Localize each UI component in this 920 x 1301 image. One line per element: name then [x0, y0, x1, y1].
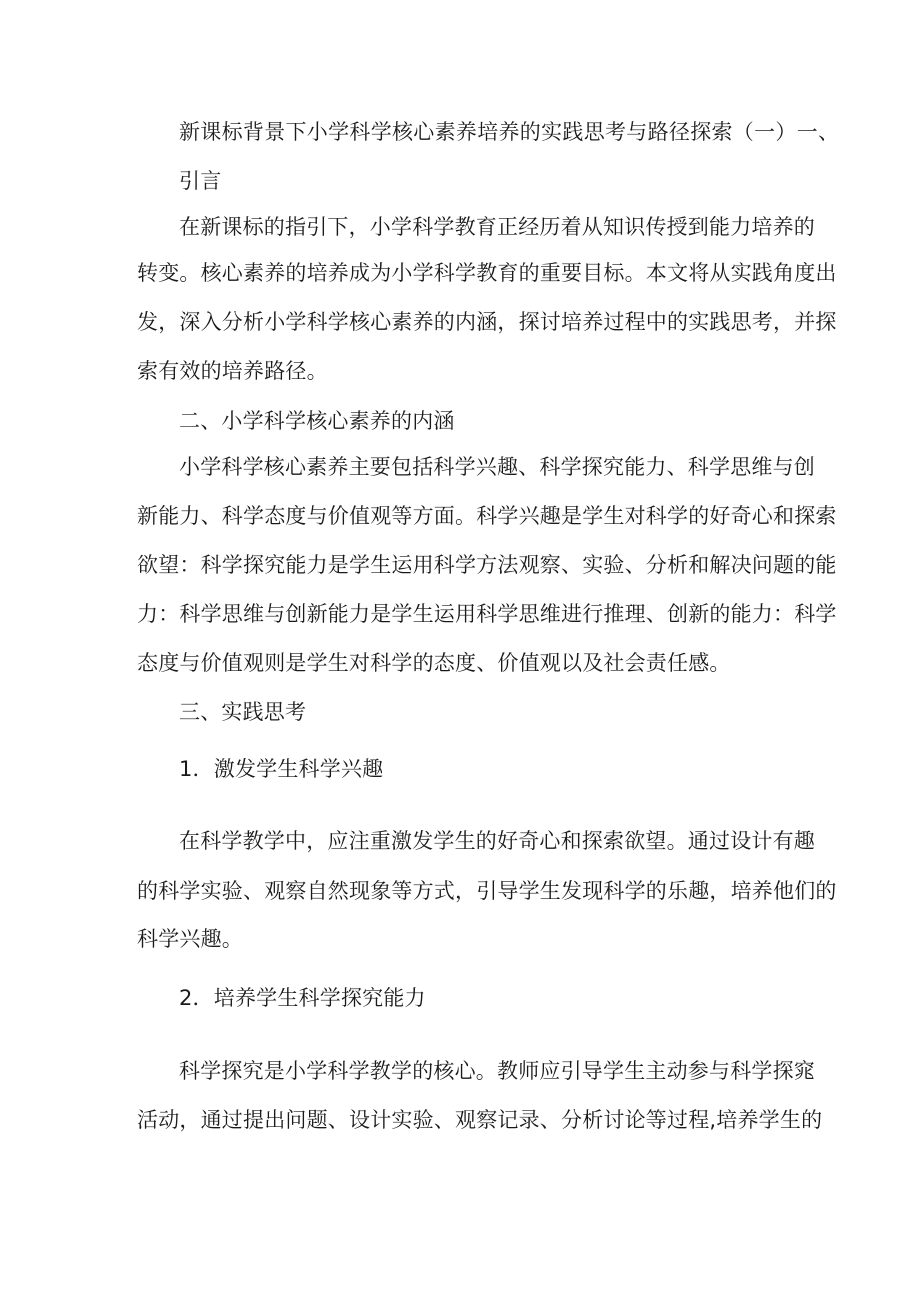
intro-line-1: 在新课标的指引下，小学科学教育正经历着从知识传授到能力培养的 [179, 215, 815, 239]
section2-line-4: 力：科学思维与创新能力是学生运用科学思维进行推理、创新的能力：科学 [137, 602, 837, 626]
section3-heading: 三、实践思考 [179, 700, 307, 724]
section2-line-5: 态度与价值观则是学生对科学的态度、价值观以及社会责任感。 [137, 651, 731, 675]
item1-heading: 1．激发学生科学兴趣 [179, 757, 384, 781]
item1-line-3: 科学兴趣。 [137, 927, 243, 951]
intro-line-3: 发，深入分析小学科学核心素养的内涵，探讨培养过程中的实践思考，并探 [137, 310, 837, 334]
section2-line-3: 欲望：科学探究能力是学生运用科学方法观察、实验、分析和解决问题的能 [137, 553, 837, 577]
intro-line-2: 转变。核心素养的培养成为小学科学教育的重要目标。本文将从实践角度出 [137, 261, 837, 285]
item2-line-2: 活动，通过提出问题、设计实验、观察记录、分析讨论等过程,培养学生的 [137, 1108, 823, 1132]
document-title-line-1: 新课标背景下小学科学核心素养培养的实践思考与路径探索（一）一、 [179, 120, 840, 144]
document-title-line-2: 引言 [179, 169, 222, 193]
item2-line-1: 科学探究是小学科学教学的核心。教师应引导学生主动参与科学探窕 [179, 1059, 815, 1083]
item1-line-1: 在科学教学中，应注重激发学生的好奇心和探索欲望。通过设计有趣 [179, 829, 815, 853]
section2-heading: 二、小学科学核心素养的内涵 [179, 409, 455, 433]
intro-line-4: 索有效的培养路径。 [137, 359, 328, 383]
section2-line-1: 小学科学核心素养主要包括科学兴趣、科学探究能力、科学思维与创 [179, 455, 815, 479]
section2-line-2: 新能力、科学态度与价值观等方面。科学兴趣是学生对科学的好奇心和探索 [137, 504, 837, 528]
item2-heading: 2．培养学生科学探究能力 [179, 986, 426, 1010]
item1-line-2: 的科学实验、观察自然现象等方式，引导学生发现科学的乐趣，培养他们的 [137, 879, 837, 903]
